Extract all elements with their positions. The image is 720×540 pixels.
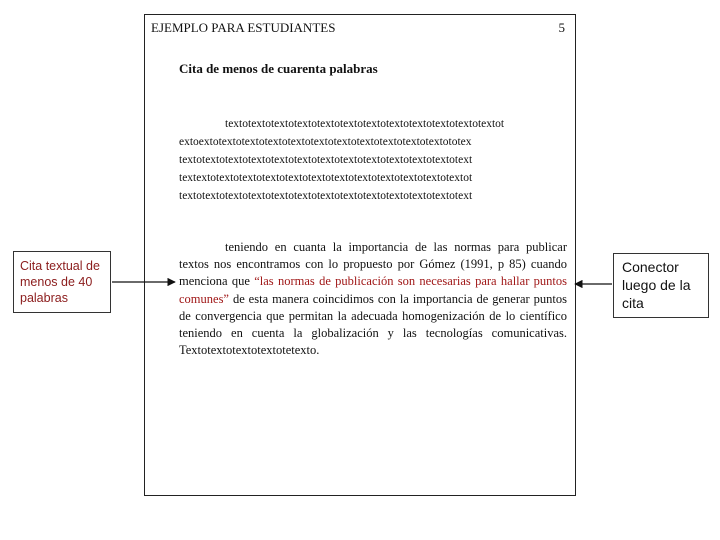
running-head: EJEMPLO PARA ESTUDIANTES bbox=[151, 20, 336, 35]
filler-line: extoextotextotextotextotextotextotextotextotextotextotextototex bbox=[179, 136, 472, 148]
document-page bbox=[144, 14, 576, 496]
paragraph-intro: teniendo en cuanta la importancia de las normas para publicar textos nos encontramos con lo propuesto por Gómez (1991, p 85) cuando menciona que bbox=[179, 240, 567, 289]
filler-line: textotextotextotextotextotextotextotextotextotextotextotextotext bbox=[179, 154, 473, 166]
quote-callout: Cita textual de menos de 40 palabras bbox=[13, 251, 111, 313]
citation-paragraph bbox=[179, 239, 567, 359]
filler-text-block bbox=[179, 115, 567, 205]
connector-callout: Conector luego de la cita bbox=[613, 253, 709, 318]
filler-line: textextotextotextotextotextotextotextotextotextotextotextotextot bbox=[179, 172, 473, 184]
page-number: 5 bbox=[558, 20, 565, 35]
section-title: Cita de menos de cuarenta palabras bbox=[179, 61, 378, 76]
short-quote: “las normas de publicación son necesarias para hallar puntos comunes” bbox=[179, 274, 567, 306]
filler-line: textotextotextotextotextotextotextotextotextotextotextotextot bbox=[225, 118, 505, 130]
paragraph-connector: de esta manera coincidimos con la importancia de generar puntos de convergencia que permitan la adecuada homogenización de lo científico teniendo en cuenta la globalización y las tecnologías comunicativas. Textotextotextotextotetexto. bbox=[179, 291, 567, 358]
filler-line: textotextotextotextotextotextotextotextotextotextotextotextotext bbox=[179, 190, 473, 202]
